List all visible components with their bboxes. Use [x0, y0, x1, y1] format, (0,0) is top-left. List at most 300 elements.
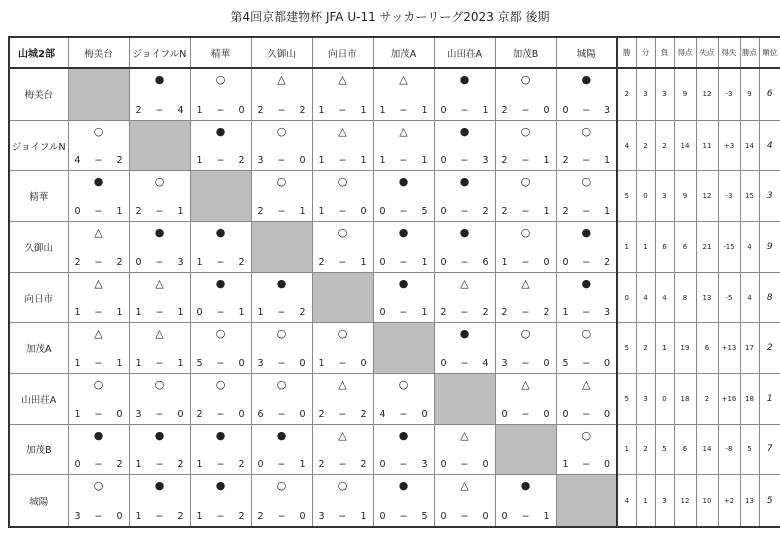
score-against: 0 — [116, 511, 123, 522]
result-symbol: △ — [460, 428, 469, 442]
score-separator: − — [460, 307, 469, 319]
stat-value: 1 — [636, 222, 655, 273]
match-score — [435, 258, 495, 268]
match-result-cell — [251, 120, 312, 171]
stat-value: 18 — [674, 373, 696, 424]
row-team-name: 加茂A — [9, 323, 68, 374]
header-row — [9, 37, 780, 68]
score-separator: − — [521, 104, 530, 116]
score-separator: − — [338, 104, 347, 116]
self-match-cell — [68, 68, 129, 120]
match-result-cell — [434, 222, 495, 273]
score-separator: − — [521, 511, 530, 522]
score-against: 0 — [238, 104, 245, 116]
score-for: 6 — [257, 408, 264, 420]
match-result-cell — [495, 171, 556, 222]
league-table — [8, 36, 780, 528]
match-score — [496, 156, 556, 166]
score-for: 4 — [74, 155, 81, 167]
score-for: 0 — [379, 307, 386, 319]
score-for: 1 — [318, 155, 325, 167]
match-score — [252, 207, 312, 217]
stat-value: 2 — [617, 68, 636, 120]
score-for: 2 — [74, 256, 81, 268]
score-for: 0 — [196, 307, 203, 319]
score-against: 0 — [299, 408, 306, 420]
score-against: 1 — [360, 104, 367, 116]
score-against: 1 — [421, 155, 428, 167]
stat-value: 4 — [740, 222, 759, 273]
result-symbol: ● — [154, 226, 165, 240]
result-symbol: ● — [276, 276, 287, 290]
match-result-cell — [373, 373, 434, 424]
stat-value: 2 — [655, 120, 674, 171]
match-result-cell — [495, 323, 556, 374]
score-against: 0 — [238, 357, 245, 369]
score-against: 5 — [421, 206, 428, 218]
column-header-team: 城陽 — [556, 37, 617, 68]
score-against: 5 — [421, 511, 428, 522]
result-symbol: △ — [399, 73, 408, 86]
stat-value: 5 — [617, 323, 636, 374]
stat-value: 2 — [636, 424, 655, 475]
match-result-cell — [190, 120, 251, 171]
score-separator: − — [277, 206, 286, 218]
stat-value: 4 — [617, 120, 636, 171]
match-score — [557, 156, 617, 166]
match-score — [496, 106, 556, 116]
match-result-cell — [434, 323, 495, 374]
rank-value: 1 — [759, 373, 780, 424]
match-score — [313, 106, 373, 116]
stat-value: -5 — [718, 272, 740, 323]
score-against: 2 — [299, 104, 306, 116]
match-score — [191, 460, 251, 470]
result-symbol: ● — [459, 327, 470, 341]
score-separator: − — [399, 206, 408, 218]
score-against: 0 — [543, 104, 550, 116]
result-symbol: ○ — [93, 479, 104, 493]
result-symbol: ○ — [581, 175, 592, 189]
match-result-cell — [190, 373, 251, 424]
score-for: 0 — [440, 511, 447, 522]
score-for: 2 — [135, 104, 142, 116]
result-symbol: ○ — [93, 377, 104, 391]
score-against: 0 — [299, 155, 306, 167]
match-result-cell — [68, 222, 129, 273]
rank-value: 9 — [759, 222, 780, 273]
score-against: 2 — [360, 408, 367, 420]
column-header-team: ジョイフルN — [129, 37, 190, 68]
stat-value: 9 — [740, 68, 759, 120]
table-row — [9, 68, 780, 120]
match-score — [191, 106, 251, 116]
column-header-team: 久御山 — [251, 37, 312, 68]
column-header-team: 加茂A — [373, 37, 434, 68]
match-score — [130, 308, 190, 318]
score-for: 1 — [74, 408, 81, 420]
result-symbol: △ — [338, 377, 347, 391]
score-separator: − — [94, 307, 103, 319]
score-separator: − — [94, 155, 103, 167]
match-score — [313, 156, 373, 166]
match-result-cell — [190, 272, 251, 323]
match-result-cell — [190, 323, 251, 374]
stat-value: 1 — [617, 424, 636, 475]
match-result-cell — [556, 120, 617, 171]
self-match-cell — [556, 475, 617, 527]
result-symbol: △ — [460, 479, 469, 493]
match-result-cell — [495, 68, 556, 120]
score-for: 2 — [257, 511, 264, 522]
match-result-cell — [373, 68, 434, 120]
match-score — [496, 359, 556, 369]
score-against: 1 — [238, 307, 245, 319]
match-score — [130, 258, 190, 268]
match-score — [313, 460, 373, 470]
match-result-cell — [251, 68, 312, 120]
score-for: 2 — [318, 408, 325, 420]
result-symbol: ● — [215, 428, 226, 442]
match-score — [191, 258, 251, 268]
match-score — [557, 106, 617, 116]
score-against: 0 — [603, 459, 610, 471]
row-team-name: ジョイフルN — [9, 120, 68, 171]
match-score — [130, 106, 190, 116]
score-for: 0 — [501, 408, 508, 420]
column-header-team: 向日市 — [312, 37, 373, 68]
match-score — [313, 207, 373, 217]
score-for: 1 — [318, 357, 325, 369]
score-separator: − — [399, 256, 408, 268]
column-header-stat: 得点 — [674, 37, 696, 68]
score-separator: − — [216, 155, 225, 167]
table-row — [9, 373, 780, 424]
match-result-cell — [556, 272, 617, 323]
stat-value: 5 — [617, 171, 636, 222]
stat-value: 2 — [636, 120, 655, 171]
column-header-stat: 得失 — [718, 37, 740, 68]
self-match-cell — [373, 323, 434, 374]
score-against: 2 — [238, 155, 245, 167]
match-score — [435, 207, 495, 217]
score-separator: − — [338, 155, 347, 167]
score-for: 3 — [318, 511, 325, 522]
score-for: 0 — [440, 155, 447, 167]
score-for: 4 — [379, 408, 386, 420]
match-score — [191, 156, 251, 166]
result-symbol: ● — [581, 226, 592, 240]
result-symbol: ● — [581, 73, 592, 86]
table-row — [9, 120, 780, 171]
stat-value: 4 — [740, 272, 759, 323]
match-score — [374, 512, 434, 522]
score-for: 1 — [562, 307, 569, 319]
score-separator: − — [582, 459, 591, 471]
stat-value: +2 — [718, 475, 740, 527]
stat-value: 5 — [617, 373, 636, 424]
score-for: 0 — [379, 459, 386, 471]
match-result-cell — [556, 323, 617, 374]
stat-value: 3 — [655, 475, 674, 527]
score-against: 0 — [116, 408, 123, 420]
score-for: 2 — [135, 206, 142, 218]
stat-value: 8 — [674, 272, 696, 323]
match-result-cell — [495, 373, 556, 424]
match-result-cell — [312, 120, 373, 171]
match-result-cell — [251, 323, 312, 374]
result-symbol: ○ — [581, 327, 592, 341]
score-against: 2 — [177, 459, 184, 471]
result-symbol: ○ — [276, 377, 287, 391]
score-separator: − — [460, 459, 469, 471]
score-against: 2 — [116, 155, 123, 167]
match-score — [435, 359, 495, 369]
match-score — [69, 512, 129, 522]
result-symbol: ○ — [520, 327, 531, 341]
score-for: 0 — [440, 206, 447, 218]
match-result-cell — [68, 475, 129, 527]
score-for: 1 — [135, 357, 142, 369]
score-for: 0 — [135, 256, 142, 268]
result-symbol: ○ — [337, 327, 348, 341]
match-result-cell — [129, 323, 190, 374]
match-result-cell — [190, 68, 251, 120]
score-separator: − — [399, 307, 408, 319]
score-separator: − — [277, 511, 286, 522]
score-separator: − — [155, 256, 164, 268]
score-separator: − — [582, 206, 591, 218]
table-row — [9, 222, 780, 273]
score-against: 0 — [360, 357, 367, 369]
score-separator: − — [582, 104, 591, 116]
stat-value: 3 — [636, 373, 655, 424]
score-for: 1 — [196, 511, 203, 522]
score-against: 3 — [177, 256, 184, 268]
match-score — [374, 156, 434, 166]
column-header-team: 加茂B — [495, 37, 556, 68]
match-score — [496, 207, 556, 217]
match-score — [69, 359, 129, 369]
match-result-cell — [495, 120, 556, 171]
score-for: 1 — [318, 206, 325, 218]
table-row — [9, 272, 780, 323]
result-symbol: ○ — [215, 377, 226, 391]
match-result-cell — [68, 373, 129, 424]
self-match-cell — [434, 373, 495, 424]
stat-value: -3 — [718, 171, 740, 222]
score-separator: − — [155, 459, 164, 471]
match-score — [557, 410, 617, 420]
match-result-cell — [129, 424, 190, 475]
stat-value: 1 — [655, 323, 674, 374]
result-symbol: △ — [521, 377, 530, 391]
score-for: 1 — [196, 155, 203, 167]
match-result-cell — [251, 475, 312, 527]
score-separator: − — [582, 408, 591, 420]
rank-value: 3 — [759, 171, 780, 222]
score-for: 1 — [379, 155, 386, 167]
score-separator: − — [460, 511, 469, 522]
score-against: 2 — [603, 256, 610, 268]
result-symbol: △ — [155, 276, 164, 290]
score-separator: − — [94, 357, 103, 369]
score-against: 0 — [421, 408, 428, 420]
match-score — [435, 106, 495, 116]
match-score — [435, 308, 495, 318]
match-result-cell — [68, 323, 129, 374]
match-result-cell — [434, 272, 495, 323]
match-score — [252, 359, 312, 369]
score-separator: − — [216, 256, 225, 268]
result-symbol: △ — [582, 377, 591, 391]
score-against: 1 — [482, 104, 489, 116]
match-result-cell — [251, 171, 312, 222]
score-against: 4 — [482, 357, 489, 369]
stat-value: 12 — [696, 68, 718, 120]
match-result-cell — [556, 68, 617, 120]
score-against: 2 — [116, 256, 123, 268]
stat-value: 2 — [636, 323, 655, 374]
match-score — [313, 258, 373, 268]
score-against: 2 — [482, 307, 489, 319]
score-against: 0 — [360, 206, 367, 218]
score-for: 0 — [379, 256, 386, 268]
result-symbol: △ — [155, 327, 164, 341]
score-for: 0 — [440, 357, 447, 369]
stat-value: 21 — [696, 222, 718, 273]
score-for: 2 — [318, 256, 325, 268]
score-separator: − — [338, 256, 347, 268]
stat-value: 19 — [674, 323, 696, 374]
stat-value: -15 — [718, 222, 740, 273]
score-for: 2 — [562, 206, 569, 218]
stat-value: 0 — [636, 171, 655, 222]
result-symbol: ○ — [215, 73, 226, 86]
score-separator: − — [460, 256, 469, 268]
score-for: 1 — [74, 357, 81, 369]
match-result-cell — [251, 424, 312, 475]
score-for: 3 — [135, 408, 142, 420]
score-separator: − — [94, 256, 103, 268]
score-separator: − — [94, 511, 103, 522]
match-score — [374, 460, 434, 470]
score-for: 1 — [562, 459, 569, 471]
score-against: 0 — [603, 357, 610, 369]
match-score — [557, 258, 617, 268]
match-score — [313, 359, 373, 369]
score-separator: − — [521, 206, 530, 218]
score-against: 1 — [543, 206, 550, 218]
score-separator: − — [338, 206, 347, 218]
score-against: 2 — [482, 206, 489, 218]
stat-value: 10 — [696, 475, 718, 527]
row-team-name: 精華 — [9, 171, 68, 222]
result-symbol: ○ — [93, 124, 104, 138]
match-result-cell — [312, 424, 373, 475]
score-separator: − — [338, 408, 347, 420]
score-separator: − — [521, 307, 530, 319]
result-symbol: ○ — [520, 124, 531, 138]
result-symbol: △ — [338, 73, 347, 86]
match-score — [374, 207, 434, 217]
match-result-cell — [312, 68, 373, 120]
column-header-team: 精華 — [190, 37, 251, 68]
score-separator: − — [460, 357, 469, 369]
rank-value: 5 — [759, 475, 780, 527]
match-score — [374, 308, 434, 318]
match-score — [130, 410, 190, 420]
result-symbol: ● — [459, 175, 470, 189]
match-result-cell — [312, 475, 373, 527]
result-symbol: ● — [398, 175, 409, 189]
result-symbol: △ — [94, 276, 103, 290]
match-result-cell — [129, 475, 190, 527]
score-separator: − — [399, 104, 408, 116]
score-against: 1 — [177, 357, 184, 369]
result-symbol: ○ — [337, 226, 348, 240]
match-score — [191, 512, 251, 522]
score-against: 2 — [238, 256, 245, 268]
result-symbol: ○ — [520, 226, 531, 240]
result-symbol: △ — [94, 226, 103, 240]
stat-value: 13 — [740, 475, 759, 527]
score-against: 2 — [238, 511, 245, 522]
score-against: 2 — [543, 307, 550, 319]
score-against: 1 — [603, 155, 610, 167]
match-result-cell — [129, 68, 190, 120]
row-team-name: 向日市 — [9, 272, 68, 323]
score-for: 1 — [74, 307, 81, 319]
match-result-cell — [495, 272, 556, 323]
table-row — [9, 323, 780, 374]
result-symbol: ● — [154, 73, 165, 86]
result-symbol: ● — [154, 479, 165, 493]
match-result-cell — [556, 222, 617, 273]
match-result-cell — [129, 222, 190, 273]
match-result-cell — [373, 171, 434, 222]
column-header-team: 梅美台 — [68, 37, 129, 68]
match-score — [557, 460, 617, 470]
result-symbol: ● — [93, 428, 104, 442]
score-separator: − — [338, 357, 347, 369]
score-against: 1 — [360, 511, 367, 522]
result-symbol: ○ — [581, 428, 592, 442]
score-for: 2 — [196, 408, 203, 420]
score-against: 0 — [299, 511, 306, 522]
score-against: 0 — [238, 408, 245, 420]
stat-value: 4 — [617, 475, 636, 527]
score-for: 2 — [562, 155, 569, 167]
score-against: 6 — [482, 256, 489, 268]
score-for: 0 — [440, 459, 447, 471]
stat-value: 3 — [655, 68, 674, 120]
stat-value: 15 — [740, 171, 759, 222]
score-separator: − — [216, 459, 225, 471]
match-result-cell — [373, 272, 434, 323]
stat-value: 5 — [740, 424, 759, 475]
match-result-cell — [434, 171, 495, 222]
match-score — [435, 512, 495, 522]
match-score — [191, 359, 251, 369]
match-score — [130, 460, 190, 470]
match-result-cell — [190, 424, 251, 475]
score-separator: − — [399, 408, 408, 420]
score-for: 5 — [562, 357, 569, 369]
stat-value: +13 — [718, 323, 740, 374]
score-for: 1 — [135, 307, 142, 319]
score-against: 3 — [603, 104, 610, 116]
